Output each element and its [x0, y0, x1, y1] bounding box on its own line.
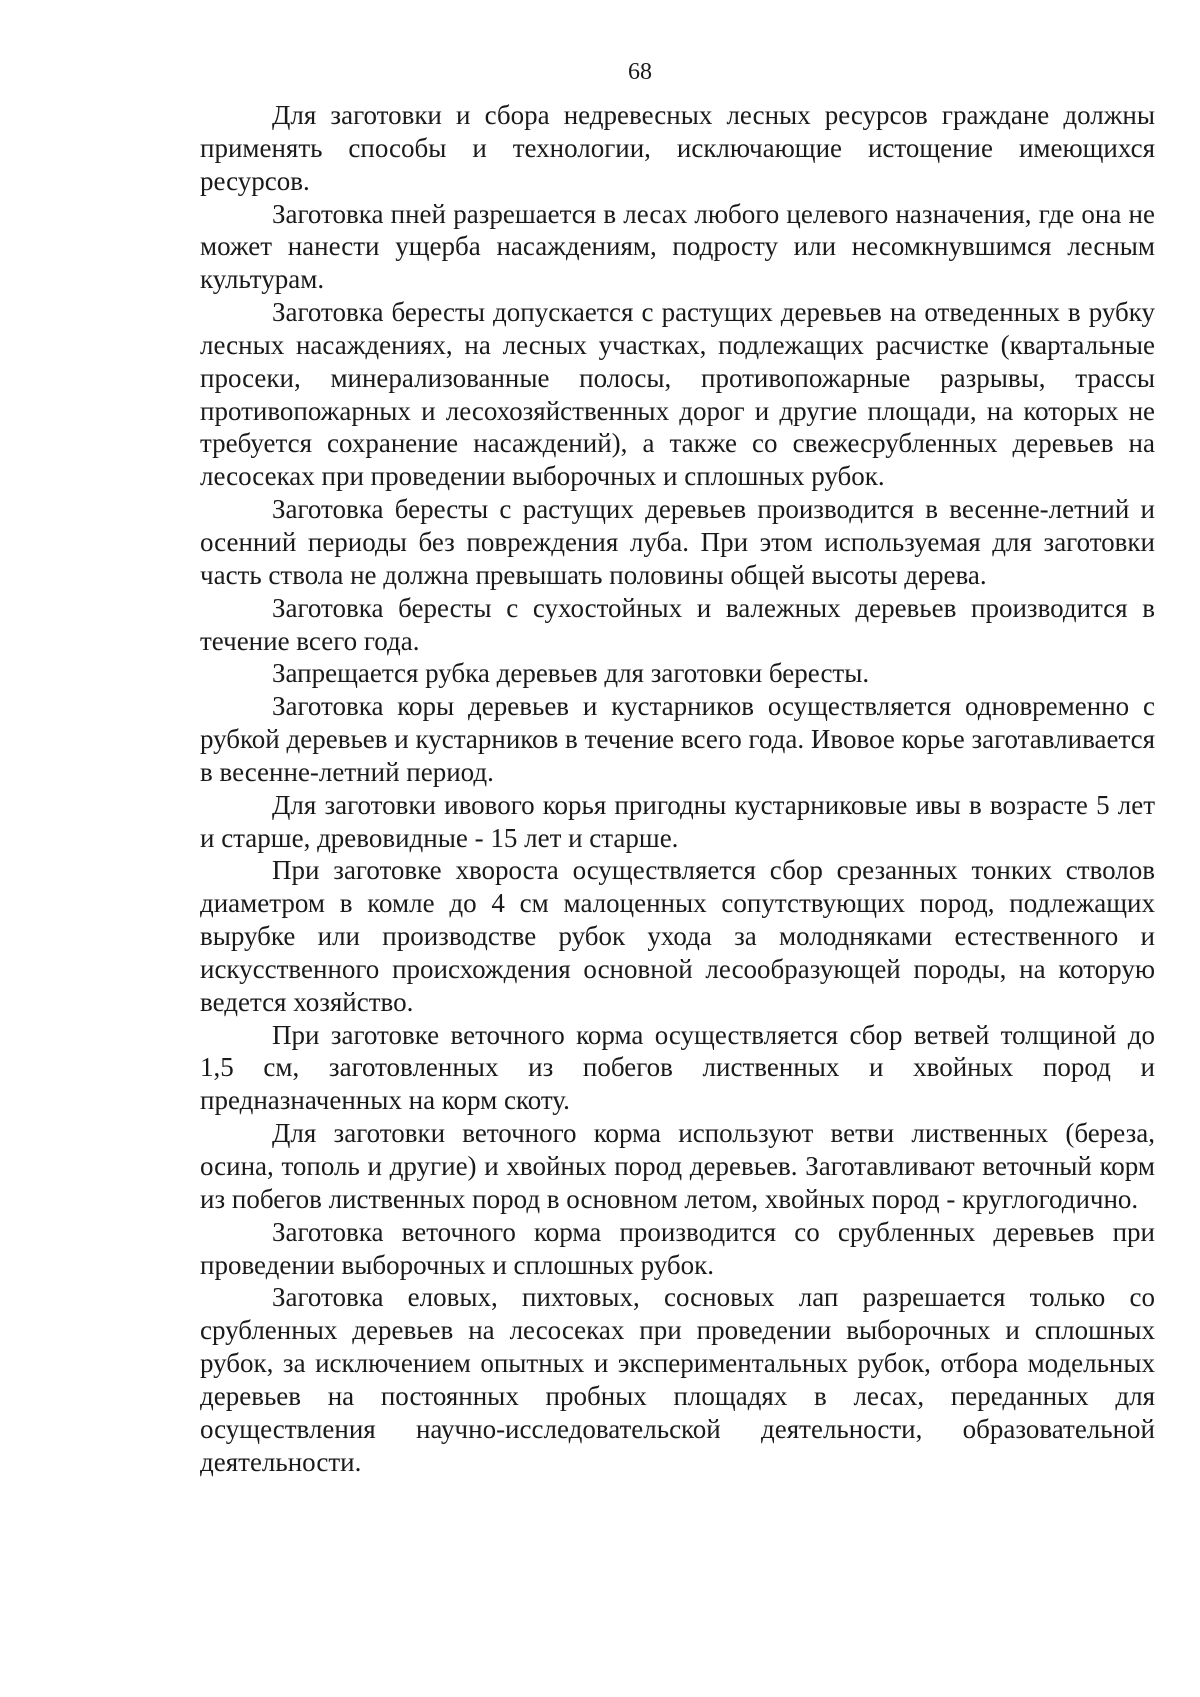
paragraph: Заготовка еловых, пихтовых, сосновых лап разрешается только со срубленных деревьев на лесосеках при проведении выборочных и сплошных рубок, за исключением опытных и экспериментальных рубок, отбора модельных деревьев на постоянных пробных площадях в лесах, переданных для осуществления научно-исследовательской деятельности, образовательной деятельности. [200, 1282, 1155, 1477]
paragraph: Заготовка бересты с сухостойных и валежных деревьев производится в течение всего года. [200, 592, 1155, 656]
paragraph: Заготовка бересты допускается с растущих деревьев на отведенных в рубку лесных насаждениях, на лесных участках, подлежащих расчистке (квартальные просеки, минерализованные полосы, противопожарные разрывы, трассы противопожарных и лесохозяйственных дорог и другие площади, на которых не требуется сохранение насаждений), а также со свежесрубленных деревьев на лесосеках при проведении выборочных и сплошных рубок. [200, 297, 1155, 492]
paragraph: Запрещается рубка деревьев для заготовки бересты. [272, 658, 870, 689]
paragraph: Для заготовки веточного корма используют ветви лиственных (береза, осина, тополь и другие) и хвойных пород деревьев. Заготавливают веточный корм из побегов лиственных пород в основном летом, хвойных пород - круглогодично. [200, 1118, 1155, 1214]
paragraph: При заготовке веточного корма осуществляется сбор ветвей толщиной до 1,5 см, заготовленных из побегов лиственных и хвойных пород и предназначенных на корм скоту. [200, 1019, 1155, 1116]
paragraph: Для заготовки и сбора недревесных лесных ресурсов граждане должны применять способы и технологии, исключающие истощение имеющихся ресурсов. [200, 100, 1155, 196]
document-body [200, 99, 1155, 1478]
page-number: 68 [628, 59, 652, 85]
paragraph: Для заготовки ивового корья пригодны кустарниковые ивы в возрасте 5 лет и старше, древовидные - 15 лет и старше. [200, 789, 1155, 853]
paragraph: Заготовка веточного корма производится со срубленных деревьев при проведении выборочных и сплошных рубок. [200, 1216, 1155, 1280]
paragraph: Заготовка коры деревьев и кустарников осуществляется одновременно с рубкой деревьев и кустарников в течение всего года. Ивовое корье заготавливается в весенне-летний период. [200, 691, 1155, 787]
paragraph: Заготовка бересты с растущих деревьев производится в весенне-летний и осенний периоды без повреждения луба. При этом используемая для заготовки часть ствола не должна превышать половины общей высоты дерева. [200, 494, 1155, 590]
paragraph: При заготовке хвороста осуществляется сбор срезанных тонких стволов диаметром в комле до 4 см малоценных сопутствующих пород, подлежащих вырубке или производстве рубок ухода за молодняками естественного и искусственного происхождения основной лесообразующей породы, на которую ведется хозяйство. [200, 855, 1155, 1017]
paragraph: Заготовка пней разрешается в лесах любого целевого назначения, где она не может нанести ущерба насаждениям, подросту или несомкнувшимся лесным культурам. [200, 198, 1155, 295]
